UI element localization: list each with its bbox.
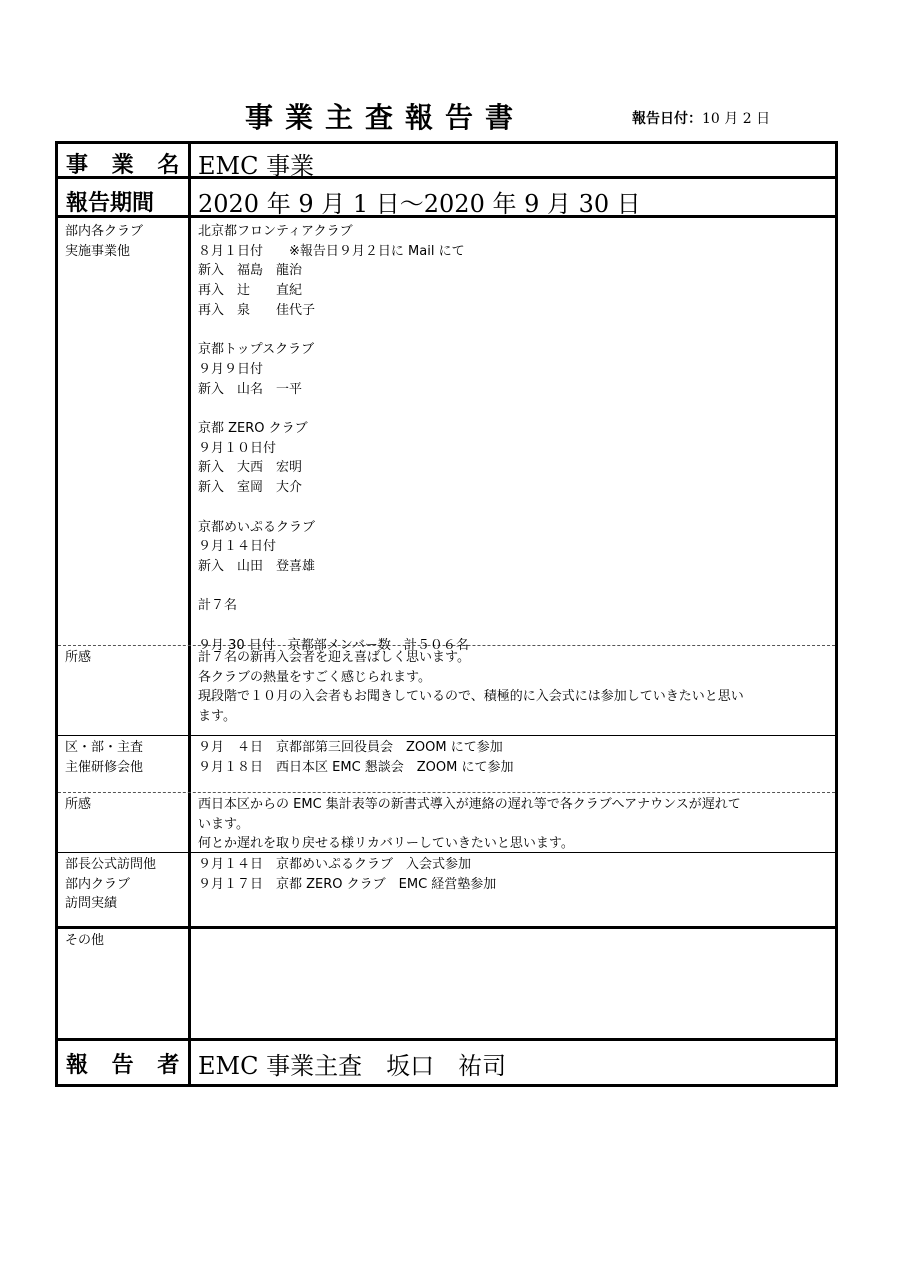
content-line: ９月 30 日付 京都部メンバー数 計５０６名 xyxy=(198,637,469,653)
content-line xyxy=(198,577,469,597)
report-date xyxy=(632,108,770,128)
content-line: 再入 辻 直紀 xyxy=(198,283,303,299)
content-line: 新入 福島 龍治 xyxy=(198,263,303,279)
impression2-content xyxy=(198,795,741,854)
reporter-label: 報 告 者 xyxy=(66,1053,188,1078)
content-line: 新入 大西 宏明 xyxy=(198,460,303,476)
content-line xyxy=(198,321,469,341)
content-line: 京都 ZERO クラブ xyxy=(198,421,308,437)
content-line: 現段階で１０月の入会者もお聞きしているので、積極的に入会式には参加していきたいと思い xyxy=(198,689,744,705)
club-section-content xyxy=(198,222,469,655)
content-line: 新入 室岡 大介 xyxy=(198,480,303,496)
content-line: ９月１４日付 xyxy=(198,539,277,555)
content-line: 西日本区からの EMC 集計表等の新書式導入が連絡の遅れ等で各クラブへアナウンスが遅れて xyxy=(198,797,741,812)
divider-impression1 xyxy=(58,735,835,736)
impression1-label: 所感 xyxy=(65,650,92,665)
business-value: EMC 事業 xyxy=(198,152,315,180)
content-line: ９月１４日 京都めいぷるクラブ 入会式参加 xyxy=(198,857,472,872)
content-line: 計７名の新再入会者を迎え喜ばしく思います。 xyxy=(198,650,470,665)
content-line: います。 xyxy=(198,816,249,832)
content-line: ます。 xyxy=(198,709,236,725)
other-label: その他 xyxy=(65,933,105,948)
period-label: 報告期間 xyxy=(66,191,155,216)
period-value: 2020 年 9 月 1 日～2020 年 9 月 30 日 xyxy=(198,190,641,218)
content-line xyxy=(198,498,469,518)
content-line: ９月 ４日 京都部第三回役員会 ZOOM にて参加 xyxy=(198,740,503,755)
page-title: 事業主査報告書 xyxy=(245,101,526,134)
visits-content xyxy=(198,855,496,894)
content-line: 計７名 xyxy=(198,598,238,614)
content-line: 北京都フロンティアクラブ xyxy=(198,224,353,239)
impression2-label: 所感 xyxy=(65,797,92,812)
label-column-divider xyxy=(188,144,191,1084)
district-section-label: 区・部・主査 主催研修会他 xyxy=(65,740,144,775)
content-line: ９月１０日付 xyxy=(198,440,277,456)
divider-other xyxy=(58,1038,835,1041)
reporter-value: EMC 事業主査 坂口 祐司 xyxy=(198,1052,507,1080)
content-line: 再入 泉 佳代子 xyxy=(198,302,316,318)
content-line: 各クラブの熱量をすごく感じられます。 xyxy=(198,669,431,685)
divider-district xyxy=(58,792,835,793)
content-line: 新入 山名 一平 xyxy=(198,381,303,397)
club-section-label: 部内各クラブ 実施事業他 xyxy=(65,224,144,259)
content-line: 京都トップスクラブ xyxy=(198,342,315,358)
content-line: ９月１８日 西日本区 EMC 懇談会 ZOOM にて参加 xyxy=(198,759,514,775)
report-date-value: 10 月 2 日 xyxy=(702,111,771,127)
content-line: ８月１日付 ※報告日９月２日に Mail にて xyxy=(198,243,465,259)
content-line: ９月９日付 xyxy=(198,361,264,377)
impression1-content xyxy=(198,648,744,727)
content-line xyxy=(198,616,469,636)
district-section-content xyxy=(198,738,514,777)
report-date-label: 報告日付： xyxy=(632,111,702,127)
divider-visits xyxy=(58,926,835,929)
content-line: ９月１７日 京都 ZERO クラブ EMC 経営塾参加 xyxy=(198,876,497,892)
content-line: 何とか遅れを取り戻せる様リカバリーしていきたいと思います。 xyxy=(198,836,574,852)
content-line: 新入 山田 登喜雄 xyxy=(198,558,316,574)
visits-label: 部長公式訪問他 部内クラブ 訪問実績 xyxy=(65,857,157,912)
content-line xyxy=(198,399,469,419)
report-form xyxy=(55,141,838,1087)
business-label: 事 業 名 xyxy=(66,153,188,178)
content-line: 京都めいぷるクラブ xyxy=(198,519,316,535)
